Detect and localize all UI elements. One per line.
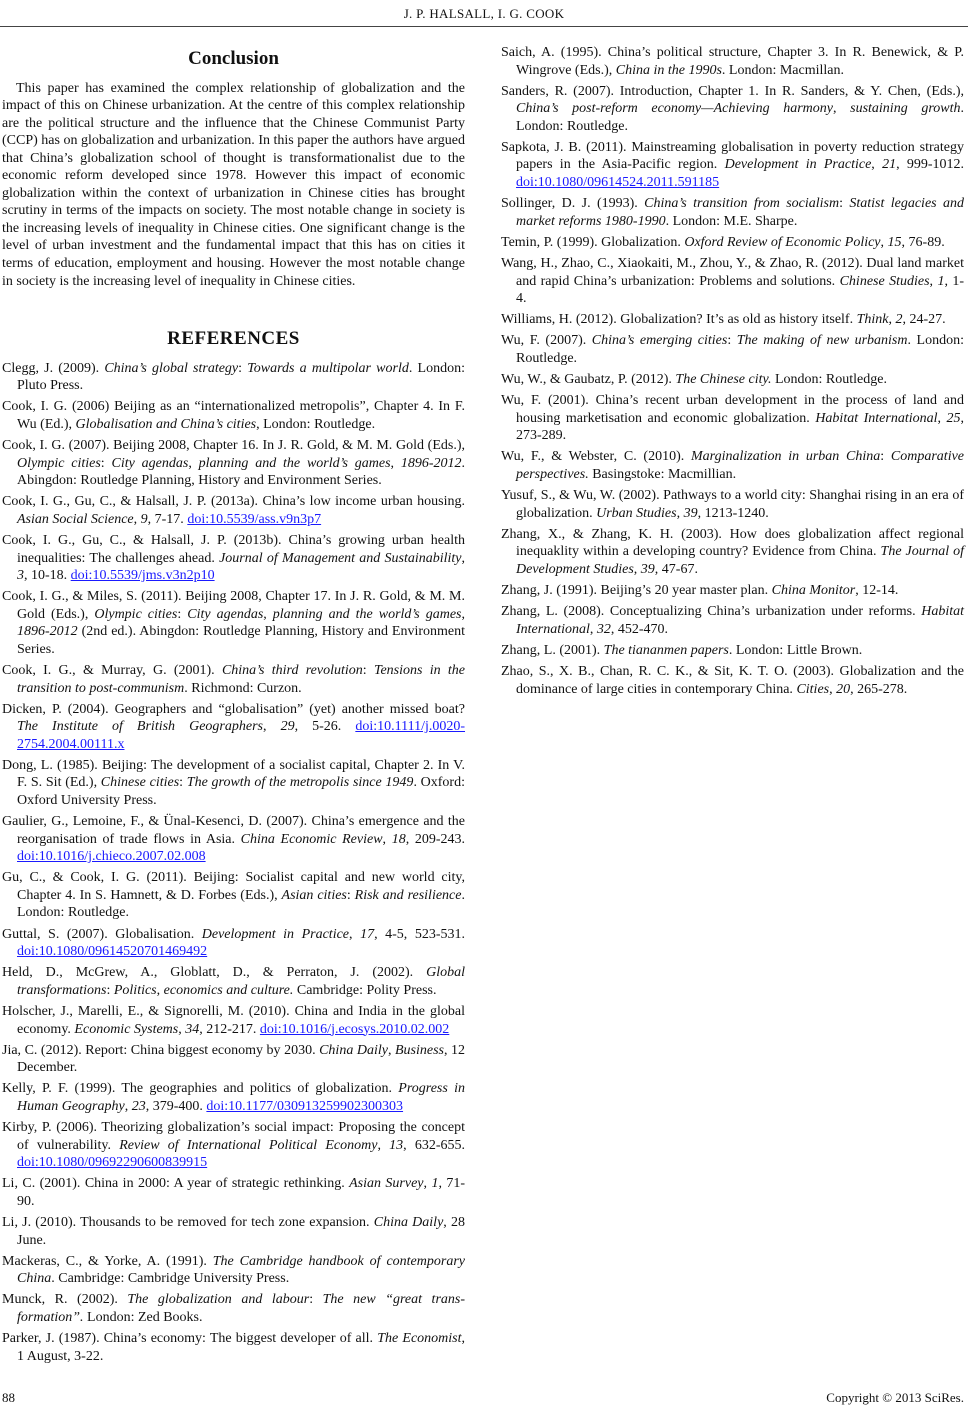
reference-item: [2, 532, 465, 585]
doi-link[interactable]: doi:10.5539/jms.v3n2p10: [70, 568, 215, 584]
reference-item: [2, 662, 465, 697]
reference-italic-text: The Chinese city.: [675, 372, 772, 388]
reference-item: [501, 195, 964, 230]
reference-italic-text: 39: [640, 561, 655, 577]
reference-item: [501, 83, 964, 136]
reference-italic-text: The making of new urbanism: [736, 333, 908, 349]
reference-item: [501, 526, 964, 579]
reference-text: ,: [633, 561, 641, 577]
reference-italic-text: 3: [17, 568, 24, 584]
reference-text: . Cambridge: Cambridge University Press.: [51, 1271, 290, 1287]
reference-text: Zhang, L. (2001).: [501, 642, 604, 658]
reference-italic-text: The new “great transformation”.: [17, 1292, 466, 1325]
article-body: [2, 44, 964, 1384]
reference-italic-text: China in the 1990s: [615, 62, 722, 78]
reference-italic-text: Towards a multipolar world: [247, 360, 409, 376]
reference-text: ,: [589, 621, 597, 637]
reference-item: [2, 1003, 465, 1038]
reference-text: :: [727, 333, 737, 349]
reference-item: [2, 1253, 465, 1288]
reference-text: Cook, I. G., Gu, C., & Halsall, J. P. (2013a). China’s low income urban housing.: [2, 494, 465, 510]
reference-italic-text: 29: [280, 719, 295, 735]
running-header: J. P. HALSALL, I. G. COOK: [403, 6, 565, 21]
conclusion-paragraph: This paper has examined the complex relationship of globalization and the impact of this on Chinese urbanization. At the centre of this complex relationship are the political structure and the influence that the Chinese Communist Party (CCP) has on globalization and urbanization. In this paper the authors have argued that China’s globalization school of thought is transformationalist due to the economic reform developed since 1978. However this impact of economic globalization within the context of urbanization in Chinese cities has brought scrutiny in terms of the impacts on society. The most notable change in society is the increasing levels of inequality in Chinese cities. One significant change is the level of urban investment and the fundamental impact that this has on cities it terms of education, employment and housing. However the most notable change in society is the increasing level of inequality in Chinese cities.: [2, 80, 465, 289]
reference-text: Li, C. (2001). China in 2000: A year of strategic rethinking.: [2, 1176, 350, 1192]
reference-italic-text: China Economic Review: [240, 831, 383, 847]
reference-italic-text: Habitat International: [516, 604, 964, 637]
reference-italic-text: Statist legacies and market reforms 1980-1990: [516, 196, 964, 229]
reference-text: Dong, L. (1985). Beijing: The development of a socialist capital, Chapter 2. In V. F. S. Sit (Ed.),: [2, 757, 465, 791]
reference-text: Gaulier, G., Lemoine, F., & Ünal-Kesenci, D. (2007). China’s emergence and the reorganisation of trade flows in Asia.: [2, 814, 465, 847]
reference-text: Wu, F. (2001). China’s recent urban development in the process of land and housing marketisation and economic globalization.: [501, 393, 964, 426]
reference-italic-text: Globalisation and China’s cities: [75, 416, 257, 432]
reference-text: ,: [188, 455, 199, 471]
reference-text: :: [309, 1292, 323, 1308]
reference-text: ,: [377, 1137, 390, 1153]
reference-text: Kelly, P. F. (1999). The geographies and politics of globalization.: [2, 1081, 399, 1097]
reference-italic-text: China’s global strategy: [104, 360, 239, 376]
reference-text: , 7-17.: [147, 511, 188, 527]
reference-text: ,: [178, 1021, 186, 1037]
reference-text: , 1-4.: [516, 273, 965, 307]
reference-text: , 1213-1240.: [697, 505, 769, 521]
reference-italic-text: Olympic cities: [94, 606, 178, 622]
reference-item: [501, 663, 964, 698]
copyright-notice: Copyright © 2013 SciRes.: [826, 1390, 964, 1405]
reference-item: [2, 964, 465, 999]
reference-text: , 12-14.: [855, 583, 899, 599]
reference-text: ,: [871, 157, 883, 173]
reference-item: [2, 398, 465, 433]
reference-text: , 265-278.: [850, 681, 908, 697]
reference-italic-text: China Daily: [373, 1214, 444, 1230]
reference-text: Held, D., McGrew, A., Globlatt, D., & Perraton, J. (2002).: [2, 965, 427, 981]
reference-italic-text: Urban Studies: [596, 505, 677, 521]
reference-item: [501, 392, 964, 445]
reference-italic-text: China Daily: [319, 1042, 388, 1058]
conclusion-heading: Conclusion: [188, 48, 279, 69]
reference-text: ,: [929, 273, 938, 289]
page-number: 88: [2, 1390, 15, 1405]
reference-item: [501, 603, 964, 638]
reference-text: Cook, I. G. (2006) Beijing as an “internationalized metropolis”, Chapter 4. In F. Wu (Ed.),: [2, 399, 465, 432]
reference-italic-text: The globalization and labour: [127, 1292, 310, 1308]
doi-link[interactable]: doi:10.5539/ass.v9n3p7: [187, 511, 322, 527]
reference-italic-text: Tensions in the transition to post-communism: [17, 662, 465, 696]
reference-item: [2, 1330, 465, 1365]
reference-text: Dicken, P. (2004). Geographers and “globalisation” (yet) another missed boat?: [2, 701, 465, 717]
reference-text: Basingstoke: Macmillian.: [588, 466, 737, 482]
reference-italic-text: Chinese Studies: [839, 273, 930, 289]
reference-text: ,: [349, 926, 361, 942]
reference-text: Wu, F., & Webster, C. (2010).: [501, 449, 691, 465]
reference-italic-text: 23: [131, 1098, 146, 1114]
reference-italic-text: 25: [946, 410, 961, 426]
reference-text: :: [100, 455, 112, 471]
reference-item: [2, 1175, 465, 1210]
reference-item: [2, 701, 465, 754]
reference-italic-text: Business: [394, 1042, 444, 1058]
reference-text: , 379-400.: [145, 1098, 207, 1114]
reference-italic-text: 32: [596, 621, 611, 637]
reference-text: Wu, F. (2007).: [501, 333, 592, 349]
reference-text: ,: [133, 511, 141, 527]
reference-text: , 632-655.: [403, 1137, 466, 1153]
reference-italic-text: economics and culture.: [163, 982, 294, 998]
reference-italic-text: China’s emerging cities: [591, 333, 728, 349]
reference-text: , 12 December.: [17, 1042, 466, 1076]
reference-text: London: Routledge.: [771, 372, 887, 388]
reference-text: , 76-89.: [901, 234, 945, 250]
reference-text: Cook, I. G. (2007). Beijing 2008, Chapter 16. In J. R. Gold, & M. M. Gold (Eds.),: [2, 438, 465, 454]
reference-text: :: [362, 662, 374, 678]
references-heading: REFERENCES: [167, 328, 300, 350]
reference-item: [501, 448, 964, 483]
reference-text: ,: [263, 606, 273, 622]
reference-item: [2, 869, 465, 922]
reference-italic-text: 9: [140, 511, 148, 527]
reference-text: Clegg, J. (2009).: [2, 360, 105, 376]
reference-italic-text: 2: [895, 312, 903, 328]
reference-text: :: [238, 360, 248, 376]
reference-text: , 24-27.: [902, 312, 946, 328]
reference-item: [2, 437, 465, 490]
reference-text: Munck, R. (2002).: [2, 1292, 128, 1308]
reference-text: , 47-67.: [654, 561, 698, 577]
reference-italic-text: Oxford Review of Economic Policy: [684, 234, 881, 250]
reference-italic-text: Review of International Political Economy: [119, 1137, 378, 1153]
reference-text: :: [106, 982, 114, 998]
reference-italic-text: The growth of the metropolis since 1949: [186, 775, 414, 791]
reference-italic-text: sustaining growth: [850, 101, 961, 117]
reference-italic-text: Risk and resilience: [354, 887, 462, 903]
reference-italic-text: The Economist: [377, 1331, 462, 1347]
reference-italic-text: Economic Systems: [74, 1021, 179, 1037]
header-divider: [0, 26, 968, 27]
reference-text: Zhang, J. (1991). Beijing’s 20 year master plan.: [501, 583, 772, 599]
reference-text: Sanders, R. (2007). Introduction, Chapter 1. In R. Sanders, & Y. Chen, (Eds.),: [501, 83, 964, 99]
reference-text: Zhang, X., & Zhang, K. H. (2003). How does globalization affect regional inequaklity within a developing country? Evidence from China.: [501, 526, 964, 560]
reference-italic-text: Asian cities: [281, 887, 347, 903]
doi-link[interactable]: doi:10.1177/030913259902300303: [206, 1098, 404, 1114]
reference-text: , 452-470.: [610, 621, 669, 637]
reference-text: . London: Routledge.: [516, 333, 964, 366]
doi-link[interactable]: doi:10.1111/j.0020-2754.2004.00111.x: [17, 719, 466, 752]
reference-text: ,: [880, 234, 888, 250]
reference-italic-text: Politics: [113, 982, 157, 998]
reference-italic-text: Marginalization in urban China: [691, 449, 881, 465]
reference-item: [501, 332, 964, 367]
reference-text: Li, J. (2010). Thousands to be removed for tech zone expansion.: [2, 1214, 374, 1230]
reference-text: Yusuf, S., & Wu, W. (2002). Pathways to a world city: Shanghai rising in an era of globalization.: [501, 488, 964, 521]
reference-text: . Abingdon: Routledge Planning, History and Environment Series.: [17, 455, 465, 489]
doi-link[interactable]: doi:10.1080/09614520701469492: [17, 944, 208, 960]
reference-text: ,: [888, 312, 896, 328]
reference-text: , 273-289.: [516, 410, 964, 444]
reference-item: [2, 588, 465, 658]
reference-italic-text: The Institute of British Geographers: [17, 719, 263, 735]
reference-text: Cook, I. G., Gu, C., & Halsall, J. P. (2013b). China’s growing urban health inequalities: The challenges ahead.: [2, 532, 465, 566]
reference-text: Saich, A. (1995). China’s political structure, Chapter 3. In R. Benewick, & P. Wingrove (Eds.),: [501, 45, 964, 78]
reference-text: . London: M.E. Sharpe.: [665, 213, 798, 229]
reference-item: [501, 582, 964, 600]
reference-italic-text: Chinese cities: [100, 775, 180, 791]
reference-text: (2nd ed.). Abingdon: Routledge Planning, History and Environment Series.: [17, 624, 465, 657]
doi-link[interactable]: doi:10.1016/j.chieco.2007.02.008: [17, 849, 206, 865]
reference-italic-text: Development in Practice: [724, 157, 872, 173]
reference-italic-text: China’s transition from socialism: [644, 196, 840, 212]
reference-text: ,: [423, 1176, 432, 1192]
reference-item: [2, 1214, 465, 1249]
reference-italic-text: Think: [856, 312, 889, 328]
reference-italic-text: China Monitor: [771, 583, 856, 599]
reference-text: :: [177, 606, 188, 622]
reference-italic-text: 39: [683, 505, 698, 521]
reference-italic-text: Development in Practice: [201, 926, 350, 942]
reference-text: ,: [461, 606, 465, 622]
reference-italic-text: 34: [185, 1021, 200, 1037]
reference-italic-text: 13: [389, 1137, 404, 1153]
reference-text: Cook, I. G., & Miles, S. (2011). Beijing 2008, Chapter 17. In J. R. Gold, & M. M. Gold (Eds.),: [2, 589, 465, 622]
reference-italic-text: Cities: [796, 681, 830, 697]
reference-text: . Oxford: Oxford University Press.: [17, 775, 465, 808]
reference-italic-text: China’s post-reform economy—Achieving harmony: [516, 101, 833, 117]
reference-text: , 5-26.: [294, 719, 356, 735]
reference-text: Gu, C., & Cook, I. G. (2011). Beijing: Socialist capital and new world city, Chapter 4. In S. Hamnett, & D. Forbes (Eds.),: [2, 870, 465, 903]
reference-text: Kirby, P. (2006). Theorizing globalization’s social impact: Proposing the concept of vulnerability.: [2, 1120, 465, 1153]
reference-item: [501, 44, 964, 79]
reference-item: [501, 234, 964, 252]
reference-text: ,: [676, 505, 684, 521]
reference-text: ,: [124, 1098, 132, 1114]
reference-text: . Richmond: Curzon.: [184, 680, 302, 696]
reference-item: [501, 255, 964, 308]
reference-text: , 28 June.: [17, 1214, 465, 1248]
reference-text: ,: [829, 681, 837, 697]
reference-italic-text: 1: [431, 1176, 439, 1192]
reference-italic-text: 17: [360, 926, 375, 942]
reference-text: . London: Routledge.: [516, 101, 964, 134]
reference-text: . London: Macmillan.: [721, 62, 845, 78]
reference-italic-text: 1: [937, 273, 945, 289]
reference-text: Parker, J. (1987). China’s economy: The biggest developer of all.: [2, 1331, 378, 1347]
reference-text: . London: Little Brown.: [728, 642, 863, 658]
reference-item: [501, 487, 964, 522]
reference-italic-text: Progress in Human Geography: [17, 1081, 465, 1114]
doi-link[interactable]: doi:10.1016/j.ecosys.2010.02.002: [259, 1021, 450, 1037]
reference-text: , London: Routledge.: [256, 416, 376, 432]
reference-item: [2, 813, 465, 866]
reference-text: Cambridge: Polity Press.: [293, 982, 437, 998]
reference-text: Jia, C. (2012). Report: China biggest economy by 2030.: [2, 1042, 320, 1058]
reference-text: Temin, P. (1999). Globalization.: [501, 234, 685, 250]
reference-italic-text: 20: [836, 681, 851, 697]
reference-italic-text: planning and the world’s games: [198, 455, 391, 471]
reference-text: ,: [387, 1042, 395, 1058]
reference-text: , 4-5, 523-531.: [374, 926, 466, 942]
reference-text: Williams, H. (2012). Globalization? It’s as old as history itself.: [501, 312, 857, 328]
reference-item: [501, 311, 964, 329]
reference-italic-text: 1896-2012: [400, 455, 462, 471]
reference-italic-text: 15: [887, 234, 902, 250]
reference-text: :: [839, 196, 850, 212]
reference-text: . London: Routledge.: [17, 887, 465, 921]
reference-text: , 212-217.: [199, 1021, 260, 1037]
reference-italic-text: Asian Social Science: [17, 511, 134, 527]
reference-text: Mackeras, C., & Yorke, A. (1991).: [2, 1253, 213, 1269]
reference-text: , 10-18.: [24, 568, 71, 584]
reference-italic-text: China’s third revolution: [221, 662, 363, 678]
reference-text: :: [346, 887, 355, 903]
reference-item: [501, 139, 964, 192]
reference-italic-text: The Journal of Development Studies: [516, 544, 965, 577]
reference-italic-text: Asian Survey: [349, 1176, 424, 1192]
reference-italic-text: 18: [391, 831, 406, 847]
reference-text: , 999-1012.: [896, 157, 965, 173]
reference-italic-text: The Cambridge handbook of contemporary China: [17, 1253, 465, 1287]
doi-link[interactable]: doi:10.1080/09614524.2011.591185: [516, 175, 720, 191]
reference-text: Zhao, S., X. B., Chan, R. C. K., & Sit, K. T. O. (2003). Globalization and the dominance of large cities in contemporary China.: [501, 664, 964, 697]
reference-item: [2, 360, 465, 395]
reference-italic-text: City agendas: [187, 606, 264, 622]
reference-text: London: Zed Books.: [83, 1309, 203, 1325]
reference-text: ,: [461, 550, 466, 566]
doi-link[interactable]: doi:10.1080/09692290600839915: [17, 1155, 208, 1171]
reference-item: [2, 493, 465, 528]
reference-italic-text: Comparative perspectives.: [516, 449, 965, 482]
reference-italic-text: Global transformations: [17, 965, 465, 998]
reference-item: [2, 1080, 465, 1115]
reference-italic-text: Olympic cities: [17, 455, 101, 471]
reference-text: Holscher, J., Marelli, E., & Signorelli, M. (2010). China and India in the global economy.: [2, 1003, 465, 1037]
reference-item: [501, 642, 964, 660]
reference-item: [2, 1119, 465, 1172]
reference-text: Wang, H., Zhao, C., Xiaokaiti, M., Zhou, Y., & Zhao, R. (2012). Dual land market and rapid China’s urbanization: Problems and solutions.: [501, 255, 964, 289]
reference-italic-text: planning and the world’s games: [272, 606, 462, 622]
reference-text: ,: [156, 982, 164, 998]
reference-text: Guttal, S. (2007). Globalisation.: [2, 926, 202, 942]
reference-text: Sollinger, D. J. (1993).: [501, 196, 645, 212]
reference-item: [2, 757, 465, 810]
reference-text: :: [880, 449, 891, 465]
reference-text: ,: [390, 455, 401, 471]
reference-italic-text: City agendas: [111, 455, 189, 471]
reference-text: . London: Pluto Press.: [17, 360, 466, 394]
reference-text: Sapkota, J. B. (2011). Mainstreaming globalisation in poverty reduction strategy papers in the Asia-Pacific region.: [501, 139, 964, 173]
reference-text: ,: [937, 410, 947, 426]
reference-text: ,: [263, 719, 281, 735]
reference-item: [2, 1291, 465, 1326]
reference-text: Cook, I. G., & Murray, G. (2001).: [2, 662, 222, 678]
reference-text: Zhang, L. (2008). Conceptualizing China’s urbanization under reforms.: [501, 604, 922, 620]
reference-italic-text: The tiananmen papers: [603, 642, 729, 658]
reference-item: [2, 1042, 465, 1077]
reference-text: Wu, W., & Gaubatz, P. (2012).: [501, 372, 676, 388]
reference-text: , 71-90.: [17, 1176, 466, 1209]
reference-item: [2, 926, 465, 961]
reference-italic-text: 21: [882, 157, 897, 173]
reference-text: ,: [832, 101, 851, 117]
reference-text: , 1 August, 3-22.: [17, 1331, 465, 1364]
reference-italic-text: 1896-2012: [17, 624, 78, 640]
reference-item: [501, 371, 964, 389]
reference-italic-text: Journal of Management and Sustainability: [219, 550, 462, 566]
reference-text: , 209-243.: [405, 831, 465, 847]
reference-text: :: [179, 775, 187, 791]
reference-text: ,: [382, 831, 392, 847]
reference-italic-text: Habitat International: [815, 410, 938, 426]
